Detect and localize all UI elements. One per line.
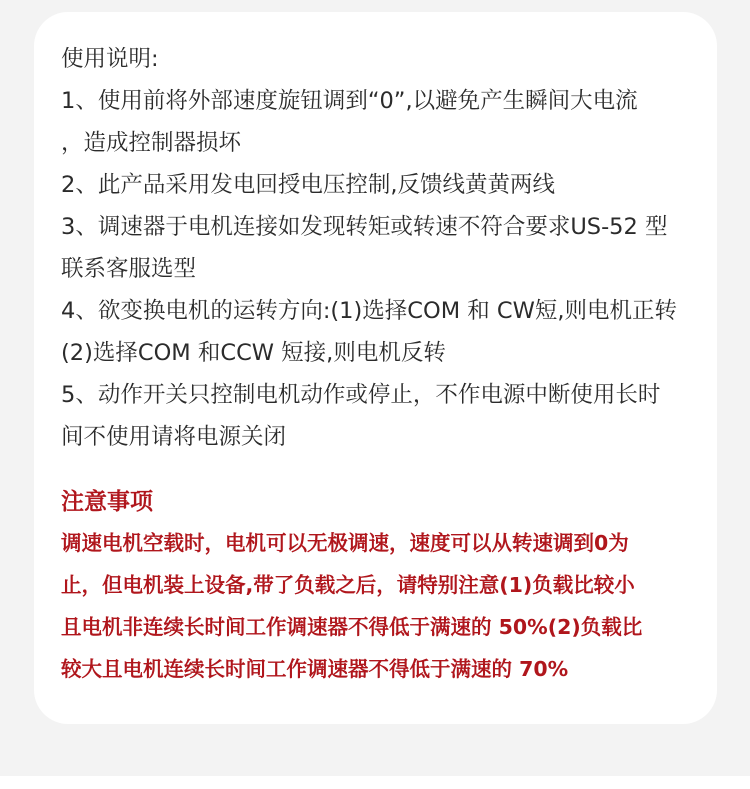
notice-line: 止，但电机装上设备,带了负载之后，请特别注意(1)负载比较小 [61,573,635,597]
usage-line: (2)选择COM 和CCW 短接,则电机反转 [61,340,446,366]
usage-line: 联系客服选型 [61,256,197,282]
usage-line: 2、此产品采用发电回授电压控制,反馈线黄黄两线 [61,172,555,198]
usage-section [61,38,695,458]
usage-line: 1、使用前将外部速度旋钮调到“0”,以避免产生瞬间大电流 [61,88,638,114]
instruction-card [34,12,717,724]
usage-line: 5、动作开关只控制电机动作或停止，不作电源中断使用长时 [61,382,661,408]
usage-line: ，造成控制器损坏 [61,130,242,156]
usage-line: 4、欲变换电机的运转方向:(1)选择COM 和 CW短,则电机正转 [61,298,678,324]
bottom-strip [0,776,750,789]
notice-section [61,482,695,690]
notice-body [61,522,695,690]
notice-title: 注意事项 [61,489,153,515]
notice-line: 调速电机空载时，电机可以无极调速，速度可以从转速调到0为 [61,531,629,555]
usage-line: 3、调速器于电机连接如发现转矩或转速不符合要求US-52 型 [61,214,668,240]
usage-title: 使用说明: [61,46,159,72]
notice-line: 且电机非连续长时间工作调速器不得低于满速的 50%(2)负载比 [61,615,643,639]
usage-line: 间不使用请将电源关闭 [61,424,287,450]
notice-line: 较大且电机连续长时间工作调速器不得低于满速的 70% [61,657,569,681]
